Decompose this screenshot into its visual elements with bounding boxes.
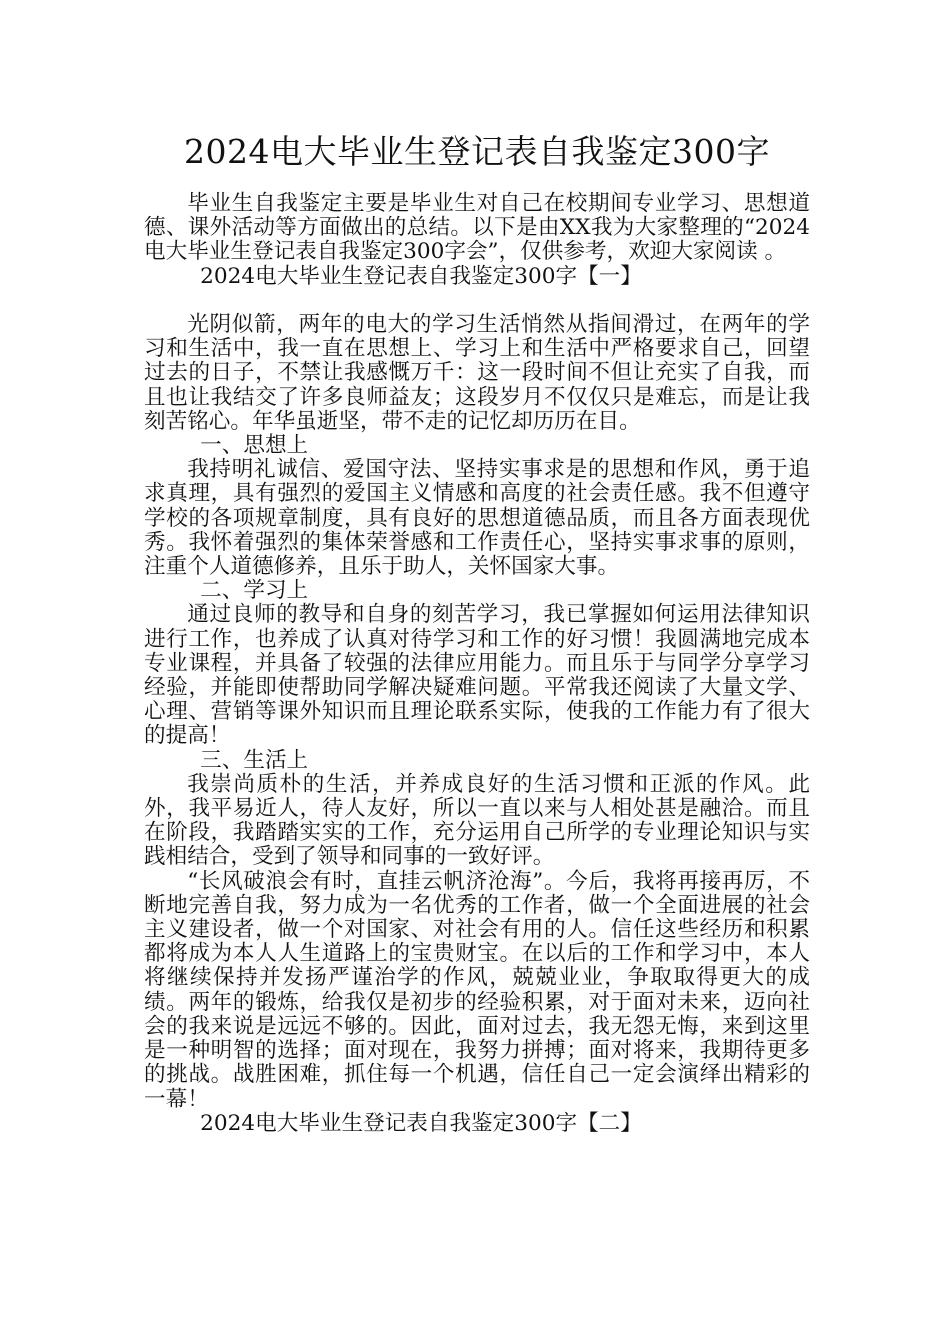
paragraph-study: 通过良师的教导和自身的刻苦学习，我已掌握如何运用法律知识进行工作，也养成了认真对待学习和工作的好习惯！我圆满地完成本专业课程，并具备了较强的法律应用能力。而且乐于与同学分享学习经验，并能即使帮助同学解决疑难问题。平常我还阅读了大量文学、心理、营销等课外知识而且理论联系实际，使我的工作能力有了很大的提高！ xyxy=(144,602,810,749)
paragraph-closing: “长风破浪会有时，直挂云帆济沧海”。今后，我将再接再厉，不断地完善自我，努力成为一名优秀的工作者，做一个全面进展的社会主义建设者，做一个对国家、对社会有用的人。信任这些经历和积累都将成为本人人生道路上的宝贵财宝。在以后的工作和学习中，本人将继续保持并发扬严谨治学的作风，兢兢业业，争取取得更大的成绩。两年的锻炼，给我仅是初步的经验积累，对于面对未来，迈向社会的我来说是远远不够的。因此，面对过去，我无怨无悔，来到这里是一种明智的选择；面对现在，我努力拼搏；面对将来，我期待更多的挑战。战胜困难，抓住每一个机遇，信任自己一定会演绎出精彩的一幕！ xyxy=(144,868,810,1112)
intro-paragraph: 毕业生自我鉴定主要是毕业生对自己在校期间专业学习、思想道德、课外活动等方面做出的总结。以下是由XX我为大家整理的“2024电大毕业生登记表自我鉴定300字会”，仅供参考，欢迎大家阅读 。 xyxy=(144,191,810,265)
paragraph-thought: 我持明礼诚信、爱国守法、坚持实事求是的思想和作风，勇于追求真理，具有强烈的爱国主义情感和高度的社会责任感。我不但遵守学校的各项规章制度，具有良好的思想道德品质，而且各方面表现优秀。我怀着强烈的集体荣誉感和工作责任心，坚持实事求事的原则，注重个人道德修养，且乐于助人，关怀国家大事。 xyxy=(144,457,810,580)
paragraph-opening: 光阴似箭，两年的电大的学习生活悄然从指间滑过，在两年的学习和生活中，我一直在思想上、学习上和生活中严格要求自己，回望过去的日子，不禁让我感慨万千：这一段时间不但让充实了自我，而且也让我结交了许多良师益友；这段岁月不仅仅只是难忘，而是让我刻苦铭心。年华虽逝坚，带不走的记忆却历历在目。 xyxy=(144,312,810,434)
paragraph-life: 我崇尚质朴的生活，并养成良好的生活习惯和正派的作风。此外，我平易近人，待人友好，所以一直以来与人相处甚是融洽。而且在阶段，我踏踏实实的工作，充分运用自己所学的专业理论知识与实践相结合，受到了领导和同事的一致好评。 xyxy=(144,771,810,870)
section-one-title: 2024电大毕业生登记表自我鉴定300字【一】 xyxy=(200,263,642,289)
heading-study: 二、学习上 xyxy=(200,578,309,604)
blank-line xyxy=(144,289,810,313)
heading-thought: 一、思想上 xyxy=(200,433,309,459)
section-two-title: 2024电大毕业生登记表自我鉴定300字【二】 xyxy=(200,1110,642,1136)
heading-life: 三、生活上 xyxy=(200,747,309,773)
document-page xyxy=(144,124,810,1136)
document-title: 2024电大毕业生登记表自我鉴定300字 xyxy=(184,132,770,171)
